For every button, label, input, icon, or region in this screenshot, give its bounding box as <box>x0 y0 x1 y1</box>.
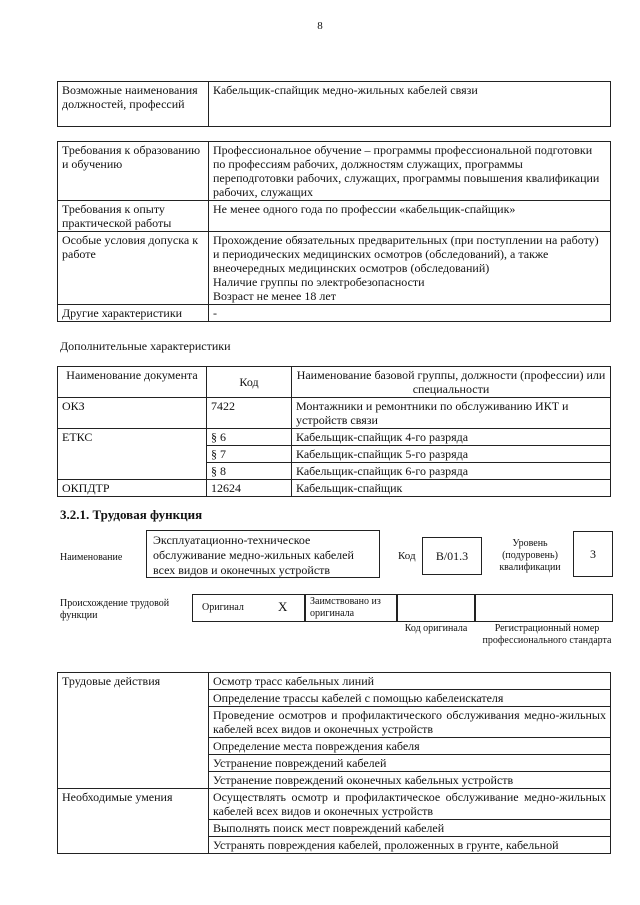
origin-reg-caption: Регистрационный номер профессионального стандарта <box>482 623 612 646</box>
name-cell: Кабельщик-спайщик 5-го разряда <box>292 446 611 463</box>
doc-cell: ЕТКС <box>58 429 207 480</box>
experience-value: Не менее одного года по профессии «кабельщик-спайщик» <box>209 201 611 232</box>
code-cell: § 8 <box>207 463 292 480</box>
other-label: Другие характеристики <box>58 305 209 322</box>
admission-line: Возраст не менее 18 лет <box>213 289 336 303</box>
actions-label: Трудовые действия <box>58 673 209 789</box>
doc-cell: ОКПДТР <box>58 480 207 497</box>
origin-code-box <box>396 594 476 622</box>
origin-original-label: Оригинал <box>202 602 244 613</box>
page-number: 8 <box>317 20 323 32</box>
code-cell: 12624 <box>207 480 292 497</box>
experience-label: Требования к опыту практической работы <box>58 201 209 232</box>
possible-positions-label: Возможные наименования должностей, профессий <box>58 82 209 127</box>
admission-line: Наличие группы по электробезопасности <box>213 275 425 289</box>
table-row <box>58 480 611 497</box>
possible-positions-value: Кабельщик-спайщик медно-жильных кабелей связи <box>209 82 611 127</box>
list-item: Определение места повреждения кабеля <box>209 738 611 755</box>
name-cell: Кабельщик-спайщик <box>292 480 611 497</box>
name-cell: Кабельщик-спайщик 4-го разряда <box>292 429 611 446</box>
origin-code-caption: Код оригинала <box>404 623 468 634</box>
function-code-value: В/01.3 <box>422 537 482 575</box>
additional-title: Дополнительные характеристики <box>60 339 231 353</box>
education-label: Требования к образованию и обучению <box>58 142 209 201</box>
name-cell: Кабельщик-спайщик 6-го разряда <box>292 463 611 480</box>
requirements-table <box>57 141 611 322</box>
additional-table <box>57 366 611 497</box>
table-row <box>58 398 611 429</box>
code-cell: § 6 <box>207 429 292 446</box>
header-name: Наименование базовой группы, должности (профессии) или специальности <box>292 367 611 398</box>
origin-label: Происхождение трудовой функции <box>60 598 170 621</box>
list-item: Устранение повреждений кабелей <box>209 755 611 772</box>
doc-cell: ОКЗ <box>58 398 207 429</box>
list-item: Устранять повреждения кабелей, проложенных в грунте, кабельной <box>209 837 611 854</box>
function-name-label: Наименование <box>60 552 123 563</box>
name-cell: Монтажники и ремонтники по обслуживанию ИКТ и устройств связи <box>292 398 611 429</box>
code-cell: § 7 <box>207 446 292 463</box>
function-code-label: Код <box>398 550 416 562</box>
header-code: Код <box>207 367 292 398</box>
actions-skills-table <box>57 672 611 854</box>
other-value: - <box>209 305 611 322</box>
list-item: Устранение повреждений оконечных кабельных устройств <box>209 772 611 789</box>
origin-mark: X <box>278 599 288 614</box>
admission-line: Прохождение обязательных предварительных (при поступлении на работу) и периодических медицинских осмотров (обследований), а также внеочередных медицинских осмотров (обследований) <box>213 233 599 275</box>
admission-label: Особые условия допуска к работе <box>58 232 209 305</box>
list-item: Выполнять поиск мест повреждений кабелей <box>209 820 611 837</box>
header-document: Наименование документа <box>58 367 207 398</box>
origin-reg-box <box>474 594 613 622</box>
function-name-value: Эксплуатационно-техническое обслуживание медно-жильных кабелей всех видов и оконечных устройств <box>146 530 380 578</box>
code-cell: 7422 <box>207 398 292 429</box>
list-item: Осмотр трасс кабельных линий <box>209 673 611 690</box>
list-item: Проведение осмотров и профилактического обслуживания медно-жильных кабелей всех видов и оконечных устройств <box>209 707 611 738</box>
level-value: 3 <box>573 531 613 577</box>
possible-positions-table <box>57 81 611 127</box>
list-item: Осуществлять осмотр и профилактическое обслуживание медно-жильных кабелей всех видов и оконечных устройств <box>209 789 611 820</box>
list-item: Определение трассы кабелей с помощью кабелеискателя <box>209 690 611 707</box>
level-label: Уровень (подуровень) квалификации <box>499 538 561 573</box>
education-value: Профессиональное обучение – программы профессиональной подготовки по профессиям рабочих, должностям служащих, программы переподготовки рабочих, служащих, программы повышения квалификации рабочих, служащих <box>209 142 611 201</box>
admission-value <box>209 232 611 305</box>
table-row <box>58 429 611 446</box>
origin-borrowed-label: Заимствовано из оригинала <box>310 596 381 619</box>
section-title: 3.2.1. Трудовая функция <box>60 507 203 522</box>
skills-label: Необходимые умения <box>58 789 209 854</box>
